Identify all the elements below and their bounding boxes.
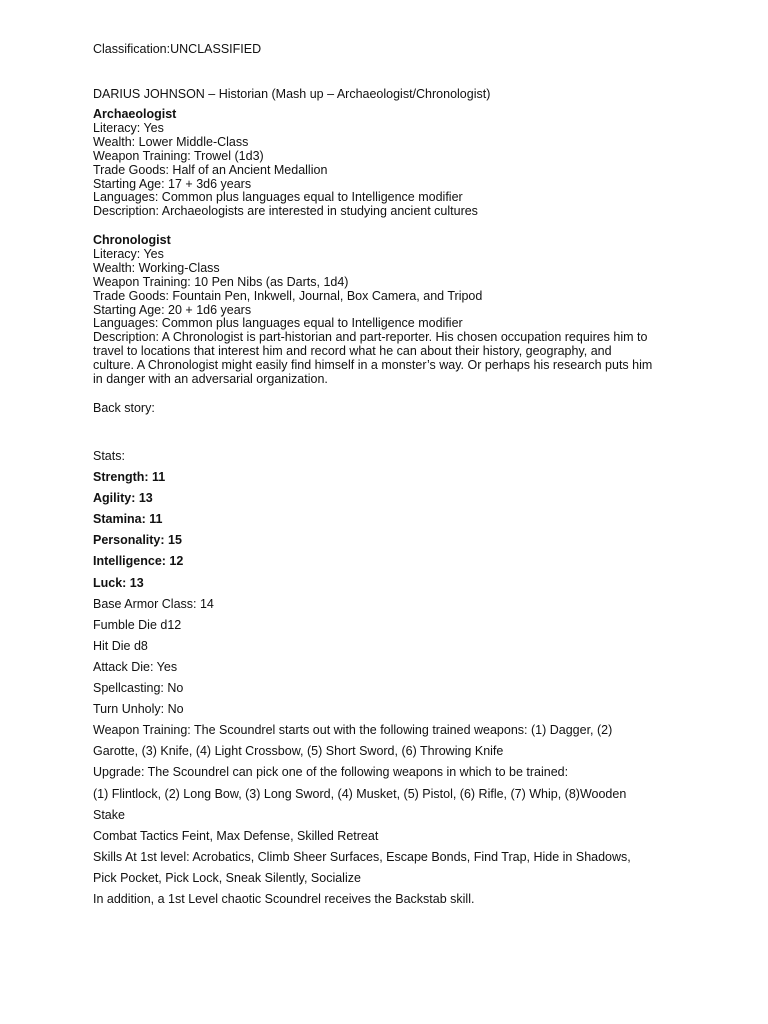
- weapon-training-line: Garotte, (3) Knife, (4) Light Crossbow, (5) Short Sword, (6) Throwing Knife: [93, 744, 504, 759]
- archaeologist-literacy: Literacy: Yes: [93, 120, 164, 135]
- skills-line: Skills At 1st level: Acrobatics, Climb Sheer Surfaces, Escape Bonds, Find Trap, Hide in Shadows,: [93, 849, 631, 864]
- chronologist-heading: Chronologist: [93, 233, 171, 247]
- stats-section: [93, 448, 693, 912]
- chronologist-section: [93, 234, 693, 387]
- archaeologist-trade-goods: Trade Goods: Half of an Ancient Medallion: [93, 162, 328, 177]
- archaeologist-weapon-training: Weapon Training: Trowel (1d3): [93, 148, 264, 163]
- skills-line: Pick Pocket, Pick Lock, Sneak Silently, Socialize: [93, 870, 361, 885]
- chronologist-description-line: culture. A Chronologist might easily find himself in a monster’s way. Or perhaps his research puts him: [93, 358, 653, 373]
- stat-personality: Personality: 15: [93, 533, 182, 548]
- fumble-die: Fumble Die d12: [93, 617, 182, 632]
- chronologist-description-line: travel to locations that interest him and record what he can about their history, geography, and: [93, 344, 612, 359]
- character-title: DARIUS JOHNSON – Historian (Mash up – Archaeologist/Chronologist): [93, 87, 491, 101]
- chronologist-literacy: Literacy: Yes: [93, 246, 164, 261]
- attack-die: Attack Die: Yes: [93, 659, 178, 674]
- turn-unholy: Turn Unholy: No: [93, 702, 184, 717]
- chronologist-trade-goods: Trade Goods: Fountain Pen, Inkwell, Journal, Box Camera, and Tripod: [93, 288, 483, 303]
- weapon-training-line: Weapon Training: The Scoundrel starts out with the following trained weapons: (1) Dagger, (2): [93, 723, 613, 738]
- upgrade-line: Upgrade: The Scoundrel can pick one of the following weapons in which to be trained:: [93, 765, 569, 780]
- archaeologist-section: [93, 108, 693, 219]
- chronologist-description-line: in danger with an adversarial organization.: [93, 372, 328, 387]
- stat-stamina: Stamina: 11: [93, 512, 163, 527]
- archaeologist-heading: Archaeologist: [93, 107, 177, 121]
- stat-luck: Luck: 13: [93, 575, 144, 590]
- upgrade-line: Stake: [93, 807, 125, 822]
- chronologist-wealth: Wealth: Working-Class: [93, 260, 220, 275]
- archaeologist-wealth: Wealth: Lower Middle-Class: [93, 134, 249, 149]
- chronologist-weapon-training: Weapon Training: 10 Pen Nibs (as Darts, 1d4): [93, 274, 349, 289]
- chronologist-languages: Languages: Common plus languages equal to Intelligence modifier: [93, 316, 463, 331]
- stat-strength: Strength: 11: [93, 470, 166, 485]
- stat-agility: Agility: 13: [93, 491, 153, 506]
- base-armor-class: Base Armor Class: 14: [93, 596, 214, 611]
- stat-intelligence: Intelligence: 12: [93, 554, 184, 569]
- upgrade-line: (1) Flintlock, (2) Long Bow, (3) Long Sword, (4) Musket, (5) Pistol, (6) Rifle, (7) Whip, (8)Wooden: [93, 786, 627, 801]
- archaeologist-languages: Languages: Common plus languages equal to Intelligence modifier: [93, 190, 463, 205]
- combat-tactics: Combat Tactics Feint, Max Defense, Skilled Retreat: [93, 828, 379, 843]
- backstory-label: Back story:: [93, 401, 155, 415]
- chronologist-starting-age: Starting Age: 20 + 1d6 years: [93, 302, 252, 317]
- hit-die: Hit Die d8: [93, 638, 148, 653]
- classification-label: Classification:UNCLASSIFIED: [93, 42, 262, 56]
- backstab-note: In addition, a 1st Level chaotic Scoundrel receives the Backstab skill.: [93, 891, 475, 906]
- chronologist-description-line: Description: A Chronologist is part-historian and part-reporter. His chosen occupation requires him to: [93, 330, 648, 345]
- archaeologist-starting-age: Starting Age: 17 + 3d6 years: [93, 176, 252, 191]
- archaeologist-description: Description: Archaeologists are interested in studying ancient cultures: [93, 204, 478, 219]
- spellcasting: Spellcasting: No: [93, 681, 184, 696]
- stats-label: Stats:: [93, 449, 125, 463]
